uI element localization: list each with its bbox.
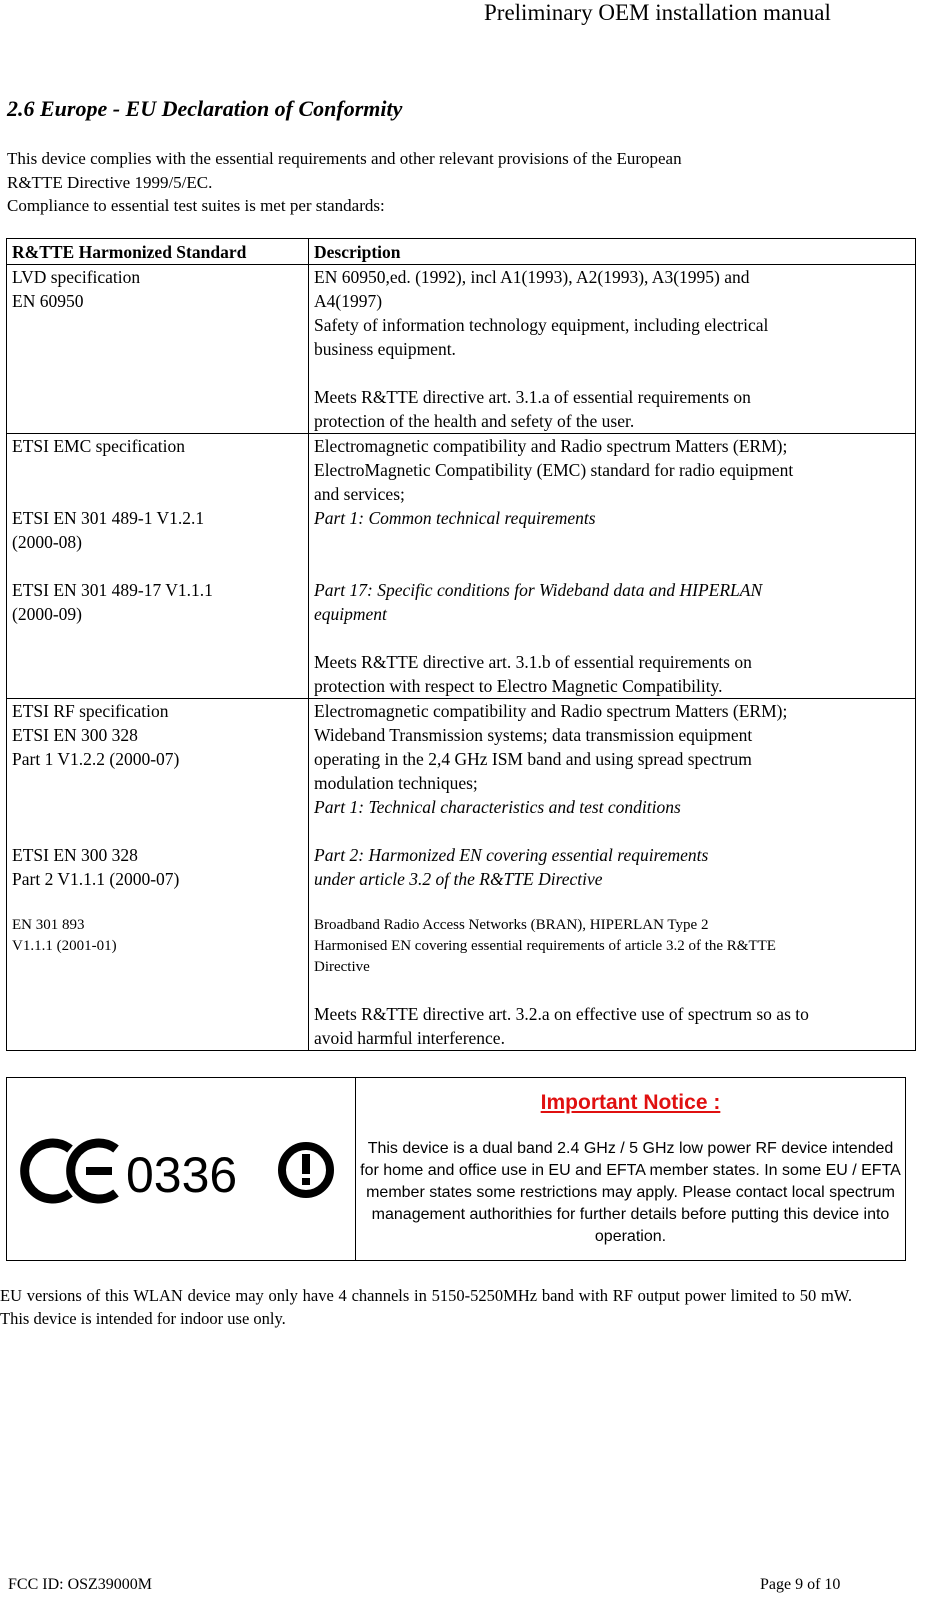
cell-line: Meets R&TTE directive art. 3.1.a of essential requirements on	[314, 387, 751, 407]
header-description: Description	[309, 239, 916, 265]
cell-line: EN 60950	[12, 291, 84, 311]
notice-body: This device is a dual band 2.4 GHz / 5 GHz low power RF device intended for home and office use in EU and EFTA member states. In some EU / EFTA member states some restrictions may apply. Please contact local spectrum management authorithies for further details before putting this device into operation.	[360, 1140, 901, 1245]
cell-line-small: Broadband Radio Access Networks (BRAN), HIPERLAN Type 2	[314, 917, 709, 933]
cell-line: EN 60950,ed. (1992), incl A1(1993), A2(1993), A3(1995) and	[314, 267, 750, 287]
cell-line: A4(1997)	[314, 291, 383, 311]
standards-table	[6, 238, 916, 1051]
table-row	[7, 434, 916, 699]
blank-line	[12, 771, 308, 795]
cell-line: ETSI EN 301 489-1 V1.2.1	[12, 508, 205, 528]
important-notice-cell	[356, 1078, 906, 1261]
table-row	[7, 699, 916, 1051]
table-header-row	[7, 239, 916, 265]
cell-line	[12, 554, 308, 578]
cell-line-italic: Part 1: Technical characteristics and test conditions	[314, 797, 681, 817]
cell-line: Meets R&TTE directive art. 3.2.a on effective use of spectrum so as to	[314, 1004, 809, 1024]
blank-line	[12, 795, 308, 819]
alert-icon-bar	[302, 1154, 310, 1174]
intro-line: This device complies with the essential requirements and other relevant provisions of the European	[7, 149, 682, 168]
cell-line-small: Directive	[314, 959, 370, 975]
cell-line-small: V1.1.1 (2001-01)	[12, 938, 117, 954]
cell-line: (2000-09)	[12, 604, 82, 624]
intro-line: R&TTE Directive 1999/5/EC.	[7, 172, 213, 192]
header-standard: R&TTE Harmonized Standard	[7, 239, 309, 265]
cell-line-small: Harmonised EN covering essential requirements of article 3.2 of the R&TTE	[314, 938, 776, 954]
cell-line: Electromagnetic compatibility and Radio spectrum Matters (ERM);	[314, 701, 788, 721]
section-title: 2.6 Europe - EU Declaration of Conformity	[7, 96, 403, 121]
cell-line: ETSI RF specification	[12, 701, 169, 721]
ce-mark-cell	[7, 1078, 356, 1261]
cell-line: Electromagnetic compatibility and Radio spectrum Matters (ERM);	[314, 436, 788, 456]
ce-c-glyph	[25, 1143, 70, 1199]
cell-line: business equipment.	[314, 339, 456, 359]
blank-line	[314, 978, 915, 1002]
notice-title: Important Notice :	[540, 1091, 721, 1114]
cell-line: Meets R&TTE directive art. 3.1.b of essential requirements on	[314, 652, 752, 672]
cell-line-small: EN 301 893	[12, 917, 85, 933]
cell-line: Part 1 V1.2.2 (2000-07)	[12, 749, 180, 769]
page-header-title: Preliminary OEM installation manual	[484, 0, 831, 25]
cell-line-italic: Part 2: Harmonized EN covering essential requirements	[314, 845, 709, 865]
cell-line	[12, 458, 308, 482]
intro-line: Compliance to essential test suites is met per standards:	[7, 196, 385, 215]
standard-cell	[7, 265, 309, 434]
cell-line: Safety of information technology equipment, including electrical	[314, 315, 769, 335]
standard-cell	[7, 699, 309, 1051]
cell-line: ElectroMagnetic Compatibility (EMC) standard for radio equipment	[314, 460, 794, 480]
cell-line: ETSI EN 300 328	[12, 725, 138, 745]
cell-line	[12, 482, 308, 506]
alert-icon-dot	[302, 1178, 310, 1185]
cell-line-italic: equipment	[314, 604, 387, 624]
blank-line	[314, 554, 915, 578]
cell-line-italic: Part 1: Common technical requirements	[314, 508, 596, 528]
cell-line: ETSI EN 301 489-17 V1.1.1	[12, 580, 213, 600]
cell-line: Part 2 V1.1.1 (2000-07)	[12, 869, 180, 889]
intro-paragraph	[7, 147, 682, 218]
description-cell	[309, 699, 916, 1051]
blank-line	[12, 891, 308, 915]
cell-line: operating in the 2,4 GHz ISM band and using spread spectrum	[314, 749, 752, 769]
cell-line: protection with respect to Electro Magnetic Compatibility.	[314, 676, 723, 696]
cell-line: Wideband Transmission systems; data transmission equipment	[314, 725, 753, 745]
cell-line: ETSI EN 300 328	[12, 845, 138, 865]
description-cell	[309, 434, 916, 699]
blank-line	[12, 819, 308, 843]
footnote-paragraph: EU versions of this WLAN device may only have 4 channels in 5150-5250MHz band with RF output power limited to 50 mW. This device is intended for indoor use only.	[0, 1286, 852, 1328]
cell-line-italic: Part 17: Specific conditions for Wideband data and HIPERLAN	[314, 580, 763, 600]
ce-mark-logo	[8, 1079, 354, 1259]
cell-line: and services;	[314, 484, 405, 504]
cell-line-italic: under article 3.2 of the R&TTE Directive	[314, 869, 603, 889]
blank-line	[314, 530, 915, 554]
blank-line	[314, 891, 915, 915]
description-cell	[309, 265, 916, 434]
standard-cell	[7, 434, 309, 699]
notice-box	[6, 1077, 906, 1261]
footer-fcc-id: FCC ID: OSZ39000M	[8, 1576, 153, 1593]
notified-body-number: 0336	[126, 1147, 238, 1203]
cell-line: modulation techniques;	[314, 773, 478, 793]
cell-line: protection of the health and sefety of the user.	[314, 411, 635, 431]
cell-line: (2000-08)	[12, 532, 82, 552]
cell-line	[314, 361, 915, 385]
blank-line	[314, 819, 915, 843]
table-row	[7, 265, 916, 434]
blank-line	[314, 626, 915, 650]
cell-line: avoid harmful interference.	[314, 1028, 505, 1048]
cell-line: LVD specification	[12, 267, 141, 287]
cell-line: ETSI EMC specification	[12, 436, 186, 456]
footer-page-number: Page 9 of 10	[760, 1576, 841, 1593]
